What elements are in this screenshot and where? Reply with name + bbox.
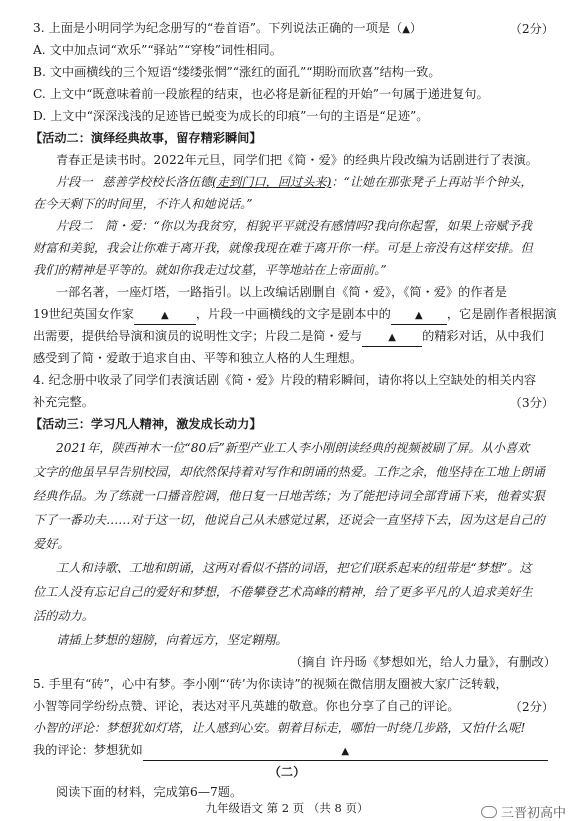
q5-my-comment bbox=[33, 742, 548, 761]
activity2-intro: 青春正是读书时。2022年元旦，同学们把《简・爱》的经典片段改编为话剧进行了表演。 bbox=[56, 153, 538, 167]
fragment2-line1: 片段二 简・爱：“你以为我贫穷，相貌平平就没有感情吗?我向你起誓，如果上帝赋予我 bbox=[56, 219, 532, 233]
fragment1-speaker: 慈善学校校长洛伍德 bbox=[102, 175, 213, 189]
activity3-line9: 请插上梦想的翅膀，向着远方，坚定翱翔。 bbox=[56, 633, 288, 647]
q3-option-b: B. 文中画横线的三个短语“缕缕张惘”“涨红的面孔”“期盼而欣喜”结构一致。 bbox=[33, 65, 441, 79]
fragment2-line2: 财富和美貌，我会让你难于离开我，就像我现在难于离开你一样。可是上帝没有这样安排。但 bbox=[33, 241, 533, 255]
q5-line2: 小智等同学纷纷点赞、评论，表达对平凡英雄的敬意。你也分享了自己的评论。 bbox=[33, 699, 460, 713]
fragment1-speech: ：“让她在那张凳子上再站半个钟头， bbox=[331, 175, 533, 189]
q5-score: （2分） bbox=[509, 700, 554, 714]
q5-line1: 5. 手里有“砖”，心中有梦。李小刚“‘砖’为你读诗”的视频在微信朋友圈被大家广泛转载， bbox=[33, 677, 508, 691]
stage-direction-underlined: (走到门口，回过头来) bbox=[212, 175, 332, 189]
activity2-heading: 【活动二：演绎经典故事，留存精彩瞬间】 bbox=[30, 131, 262, 145]
fill-blank-term[interactable] bbox=[391, 306, 447, 325]
blank-mark: ▲ bbox=[414, 310, 423, 321]
q3-stem-text: 3. 上面是小明同学为纪念册写的“卷首语”。下列说法正确的一项是（ bbox=[33, 21, 403, 35]
watermark bbox=[481, 802, 566, 821]
q3-option-a: A. 文中加点词“欢乐”“驿站”“穿梭”词性相同。 bbox=[33, 43, 282, 57]
activity3-line6: 工人和诗歌、工地和朗诵，这两对看似不搭的词语，把它们联系起来的纽带是“梦想”。这 bbox=[56, 561, 532, 575]
answer-blank-mark: ▲ bbox=[402, 24, 410, 35]
activity3-line3: 经典作品。为了练就一口播音腔调，他日复一日地苦练；为了能把诗词全部背诵下来，他着实狠 bbox=[33, 489, 545, 503]
activity3-line1: 2021年，陕西神木一位“80后”新型产业工人李小刚朗读经典的视频被刷了屏。从小喜欢 bbox=[56, 441, 530, 455]
fill-blank-author[interactable] bbox=[134, 306, 196, 325]
activity2-desc-line1: 一部名著，一座灯塔，一路指引。以上改编话剧删自《简・爱》，《简・爱》的作者是 bbox=[56, 285, 507, 299]
q3-score: （2分） bbox=[509, 22, 554, 36]
activity3-line2: 文字的他虽早早告别校园，却依然保持着对写作和朗诵的热爱。工作之余，他坚持在工地上朗诵 bbox=[33, 465, 545, 479]
activity3-line4: 下了一番功夫……对于这一切，他说自己从未感觉过累，还说会一直坚持下去，因为这是自己的 bbox=[33, 513, 545, 527]
section2-instruction: 阅读下面的材料，完成第6—7题。 bbox=[56, 785, 243, 799]
q4-line2: 补充完整。 bbox=[33, 395, 94, 409]
activity3-heading: 【活动三：学习凡人精神，激发成长动力】 bbox=[30, 417, 262, 431]
activity3-line8: 活的动力。 bbox=[33, 609, 94, 623]
activity2-desc-line3 bbox=[33, 328, 544, 347]
desc-text-1: 19世纪英国女作家 bbox=[33, 307, 134, 321]
q3-stem bbox=[33, 20, 422, 38]
desc-text-3: ，它是剧作者根据演 bbox=[446, 307, 557, 321]
desc-text-4: 出需要，提供给导演和演员的说明性文字；片段二是简・爱与 bbox=[33, 329, 363, 343]
watermark-text: 三晋初高中 bbox=[500, 806, 566, 821]
fragment1-line1 bbox=[56, 174, 533, 190]
q3-option-c: C. 上文中“既意味着前一段旅程的结束，也必将是新征程的开始”一句属于递进复句。 bbox=[33, 87, 489, 101]
activity3-line7: 位工人没有忘记自己的爱好和梦想，不倦攀登艺术高峰的精神，给了更多平凡的人追求美好生 bbox=[33, 585, 533, 599]
blank-mark: ▲ bbox=[341, 746, 350, 757]
my-comment-answer-line[interactable] bbox=[143, 742, 548, 761]
fragment1-label: 片段一 bbox=[56, 175, 93, 189]
blank-mark: ▲ bbox=[160, 310, 169, 321]
activity2-desc-line4: 感受到了简・爱敢于追求自由、平等和独立人格的人生理想。 bbox=[33, 351, 363, 365]
activity3-line5: 爱好。 bbox=[33, 537, 70, 551]
fragment2-line3: 我们的精神是平等的。就如你我走过坟墓，平等地站在上帝面前。” bbox=[33, 263, 387, 277]
page-footer: 九年级语文 第 2 页 （共 8 页） bbox=[205, 801, 369, 815]
desc-text-5: 的精彩对话，从中我们 bbox=[422, 329, 544, 343]
my-comment-prefix: 我的评论：梦想犹如 bbox=[33, 743, 143, 757]
desc-text-2: ，片段一中画横线的文字是剧本中的 bbox=[195, 307, 391, 321]
q3-option-d: D. 上文中“深深浅浅的足迹皆已蜕变为成长的印痕”一句的主语是“足迹”。 bbox=[33, 109, 429, 123]
blank-mark: ▲ bbox=[388, 332, 396, 343]
fill-blank-character[interactable] bbox=[362, 328, 422, 347]
fragment1-line2: 在今天剩下的时间里，不许人和她说话。” bbox=[33, 197, 253, 211]
q4-line1: 4. 纪念册中收录了同学们表演话剧《简・爱》片段的精彩瞬间，请你将以上空缺处的相关内容 bbox=[33, 373, 537, 387]
q4-score: （3分） bbox=[509, 396, 554, 410]
q5-xiaozhi-comment: 小智的评论：梦想犹如灯塔，让人感到心安。朝着目标走，哪怕一时绕几步路，又怕什么呢! bbox=[33, 721, 526, 735]
activity2-desc-line2 bbox=[33, 306, 557, 325]
q3-close: ） bbox=[409, 21, 423, 35]
activity3-source: （摘自 许丹旸《梦想如光，给人力量》，有删改） bbox=[290, 655, 556, 669]
section2-title: （二） bbox=[268, 765, 306, 779]
